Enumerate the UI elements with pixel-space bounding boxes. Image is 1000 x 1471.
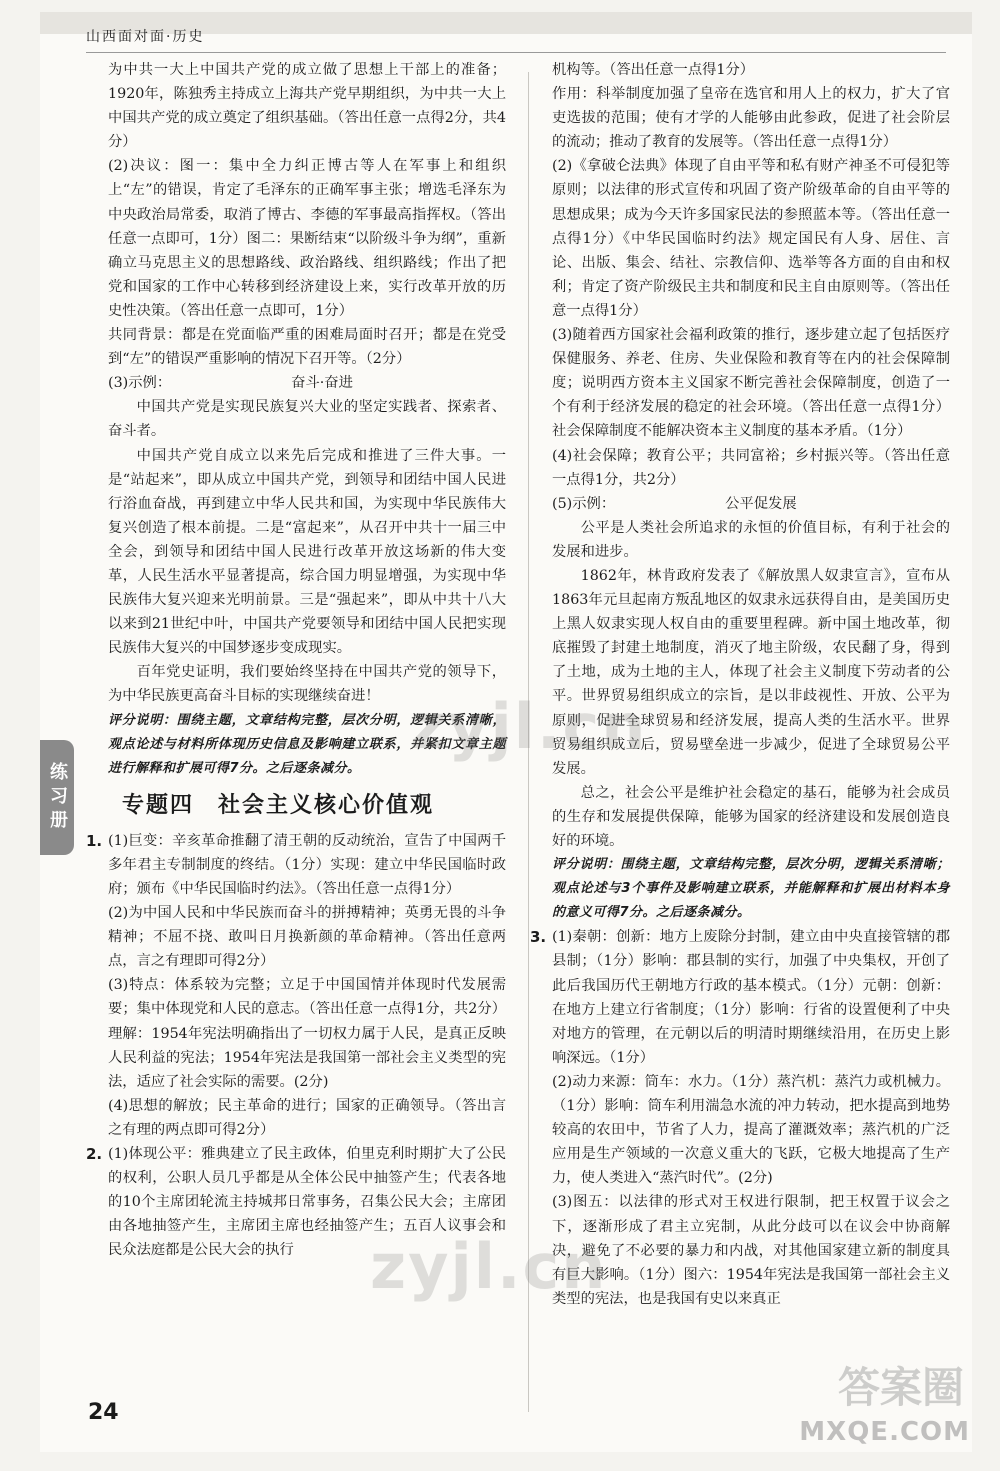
essay-paragraph: 总之，社会公平是维护社会稳定的基石，能够为社会成员的生存和发展提供保障，能够为国家的经济建设和发展创造良好的环境。 — [552, 784, 950, 849]
question-number: 2. — [86, 1145, 103, 1164]
essay-title: 奋斗·奋进 — [291, 375, 353, 392]
side-tab-label: 练习册 — [47, 761, 68, 834]
essay-paragraph: 中国共产党是实现民族复兴大业的坚定实践者、探索者、奋斗者。 — [108, 399, 506, 440]
essay-heading — [552, 492, 950, 516]
essay-paragraph: 中国共产党自成立以来先后完成和推进了三件大事。一是“站起来”，即从成立中国共产党，到领导和团结中国人民进行浴血奋战，再到建立中华人民共和国，为实现中华民族伟大复兴创造了根本前提。二是“富起来”，从召开中共十一届三中全会，到领导和团结中国人民进行改革开放这场新的伟大变革，人民生活水平显著提高，综合国力明显增强，为实现中华民族伟大复兴迎来光明前景。三是“强起来”，即从中共十八大以来到21世纪中叶，中国共产党要领导和团结中国人民把实现民族伟大复兴的中国梦逐步变成现实。 — [108, 447, 506, 657]
example-label: (5)示例： — [552, 495, 616, 512]
question-1 — [86, 829, 506, 1142]
question-number: 3. — [530, 928, 547, 947]
section-title: 专题四 社会主义核心价值观 — [122, 792, 435, 818]
left-column — [86, 58, 506, 1263]
essay-paragraph: 百年党史证明，我们要始终坚持在中国共产党的领导下，为中华民族更高奋斗目标的实现继续奋进！ — [108, 664, 506, 705]
answer-paragraph: 机构等。（答出任意一点得1分） — [552, 62, 755, 78]
answer-paragraph: (3)特点：体系较为完整；立足于中国国情并体现时代发展需要；集中体现党和人民的意志。（答出任意一点得1分，共2分）理解：1954年宪法明确指出了一切权力属于人民，是真正反映人民利益的宪法；1954年宪法是我国第一部社会主义类型的宪法，适应了社会实际的需要。(2分) — [108, 977, 506, 1090]
answer-paragraph: (2)《拿破仑法典》体现了自由平等和私有财产神圣不可侵犯等原则；以法律的形式宣传和巩固了资产阶级革命的自由平等的思想成果；成为今天许多国家民法的参照蓝本等。（答出任意一点得1分）《中华民国临时约法》规定国民有人身、居住、言论、出版、集会、结社、宗教信仰、选举等各方面的自由和权利；肯定了资产阶级民主共和制度和民主自由原则等。（答出任意一点得1分） — [552, 158, 950, 319]
answer-paragraph: 为中共一大上中国共产党的成立做了思想上干部上的准备；1920年，陈独秀主持成立上海共产党早期组织，为中共一大上中国共产党的成立奠定了组织基础。（答出任意一点得2分，共4分） — [108, 62, 506, 151]
stamp-logo: 答案圈 — [837, 1363, 964, 1412]
question-3 — [530, 925, 950, 1311]
watermark-text: zyjl.cn — [410, 690, 648, 763]
answer-paragraph: (1)秦朝：创新：地方上废除分封制，建立由中央直接管辖的郡县制；（1分）影响：郡县制的实行，加强了中央集权，开创了此后我国历代王朝地方行政的基本模式。（1分）元朝：创新：在地方上建立行省制度；（1分）影响：行省的设置便利了中央对地方的管理，在元朝以后的明清时期继续沿用，在历史上影响深远。（1分） — [552, 929, 950, 1066]
essay-title: 公平促发展 — [725, 495, 797, 512]
header-divider — [86, 52, 946, 53]
answer-paragraph: (4)思想的解放；民主革命的进行；国家的正确领导。（答出言之有理的两点即可得2分） — [108, 1097, 506, 1138]
answer-paragraph: 作用：科举制度加强了皇帝在选官和用人上的权力，扩大了官吏选拔的范围；使有才学的人能够由此参政，促进了社会阶层的流动；推动了教育的发展等。（答出任意一点得1分） — [552, 86, 950, 151]
side-tab-practice-book — [40, 740, 74, 855]
watermark-text: zyjl.cn — [370, 1230, 608, 1303]
page-number: 24 — [88, 1400, 119, 1425]
example-label: (3)示例： — [108, 375, 172, 392]
answer-paragraph: (4)社会保障；教育公平；共同富裕；乡村振兴等。（答出任意一点得1分，共2分） — [552, 447, 950, 488]
answer-paragraph: (2)决议：图一：集中全力纠正博古等人在军事上和组织上“左”的错误，肯定了毛泽东的正确军事主张；增选毛泽东为中央政治局常委，取消了博古、李德的军事最高指挥权。（答出任意一点即可，1分）图二：果断结束“以阶级斗争为纲”，重新确立马克思主义的思想路线、政治路线、组织路线；作出了把党和国家的工作中心转移到经济建设上来，实行改革开放的历史性决策。（答出任意一点即可，1分） — [108, 158, 506, 319]
answer-paragraph: (1)巨变：辛亥革命推翻了清王朝的反动统治，宣告了中国两千多年君主专制制度的终结。（1分）实现：建立中华民国临时政府；颁布《中华民国临时约法》。（答出任意一点得1分） — [108, 832, 506, 897]
scoring-note: 评分说明：围绕主题，文章结构完整，层次分明，逻辑关系清晰；观点论述与3个事件及影响建立联系，并能解释和扩展出材料本身的意义可得7分。之后逐条减分。 — [552, 857, 950, 921]
answer-paragraph: (1)体现公平：雅典建立了民主政体，伯里克利时期扩大了公民的权利，公职人员几乎都是从全体公民中抽签产生；代表各地的10个主席团轮流主持城邦日常事务，召集公民大会；主席团由各地抽签产生，主席团主席也经抽签产生；五百人议事会和民众法庭都是公民大会的执行 — [108, 1146, 506, 1259]
answer-paragraph: (2)为中国人民和中华民族而奋斗的拼搏精神；英勇无畏的斗争精神；不屈不挠、敢叫日月换新颜的革命精神。（答出任意两点，言之有理即可得2分） — [108, 905, 506, 970]
essay-paragraph: 1862年，林肯政府发表了《解放黑人奴隶宣言》，宣布从1863年元旦起南方叛乱地区的奴隶永远获得自由，是美国历史上黑人奴隶实现人权自由的重要里程碑。新中国土地改革，彻底摧毁了封建土地制度，消灭了地主阶级，农民翻了身，得到了土地，成为土地的主人，体现了社会主义制度下劳动者的公平。世界贸易组织成立的宗旨，是以非歧视性、开放、公平为原则，促进全球贸易和经济发展，提高人类的生活水平。世界贸易组织成立后，贸易壁垒进一步减少，促进了全球贸易公平发展。 — [552, 567, 950, 777]
answer-paragraph: 共同背景：都是在党面临严重的困难局面时召开；都是在党受到“左”的错误严重影响的情况下召开等。（2分） — [108, 327, 506, 368]
essay-paragraph: 公平是人类社会所追求的永恒的价值目标，有利于社会的发展和进步。 — [552, 519, 950, 560]
running-header: 山西面对面·历史 — [86, 29, 205, 45]
answer-paragraph: (3)图五：以法律的形式对王权进行限制，把王权置于议会之下，逐渐形成了君主立宪制，从此分歧可以在议会中协商解决，避免了不必要的暴力和内战，对其他国家建立新的制度具有巨大影响。（1分）图六：1954年宪法是我国第一部社会主义类型的宪法，也是我国有史以来真正 — [552, 1194, 950, 1307]
essay-heading — [108, 371, 506, 395]
scoring-note: 评分说明：围绕主题，文章结构完整，层次分明，逻辑关系清晰，观点论述与材料所体现历史信息及影响建立联系，并紧扣文章主题进行解释和扩展可得7分。之后逐条减分。 — [108, 712, 506, 776]
answer-paragraph: (3)随着西方国家社会福利政策的推行，逐步建立起了包括医疗保健服务、养老、住房、失业保险和教育等在内的社会保障制度；说明西方资本主义国家不断完善社会保障制度，创造了一个有利于经济发展的稳定的社会环境。（答出任意一点得1分）社会保障制度不能解决资本主义制度的基本矛盾。（1分） — [552, 327, 950, 440]
right-column — [530, 58, 950, 1311]
stamp-url: MXQE.COM — [799, 1417, 970, 1447]
question-number: 1. — [86, 831, 103, 850]
answer-paragraph: (2)动力来源：筒车：水力。（1分）蒸汽机：蒸汽力或机械力。（1分）影响：筒车利用湍急水流的冲力转动，把水提高到地势较高的农田中，节省了人力，提高了灌溉效率；蒸汽机的广泛应用是生产领域的一次意义重大的飞跃，它极大地提高了生产力，使人类进入“蒸汽时代”。(2分) — [552, 1073, 950, 1187]
